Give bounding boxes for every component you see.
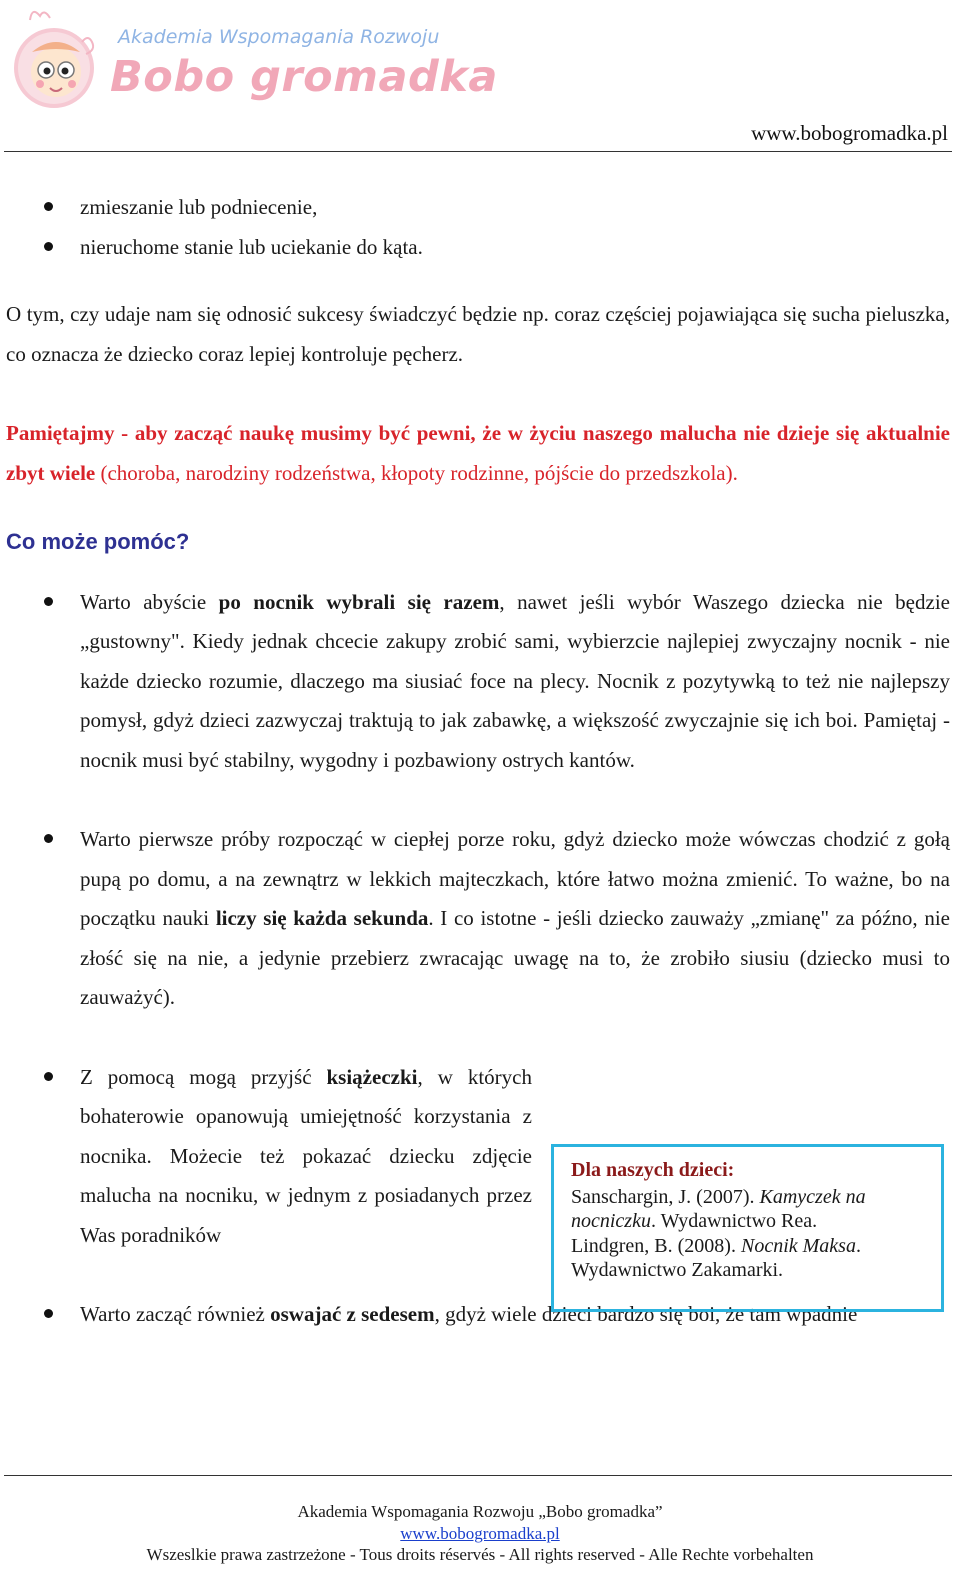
book-author: Lindgren, B. (2008). xyxy=(571,1234,741,1257)
tip-bold: oswajać z sedesem xyxy=(270,1302,435,1326)
footer-rights: Wszeslkie prawa zastrzeżone - Tous droits réservés - All rights reserved - Alle Rechte vorbehalten xyxy=(146,1545,814,1564)
tip-item xyxy=(6,1058,532,1256)
tip-text: , gdyż wiele dzieci bardzo się boi, że tam wpadnie xyxy=(434,1302,858,1326)
page-footer xyxy=(0,1501,960,1566)
list-item: nieruchome stanie lub uciekanie do kąta. xyxy=(6,228,950,268)
book-publisher: . Wydawnictwo Rea. xyxy=(650,1210,818,1232)
tip-text: Warto pierwsze próby rozpocząć w ciepłej porze roku, gdyż dziecko może wówczas chodzić z gołą pupą po domu, a na zewnątrz w lekkich majteczkach, które łatwo można zmienić. To ważne, bo na początku nauki xyxy=(80,827,950,930)
tip-text: . I co istotne - jeśli dziecko zauważy „zmianę" za późno, nie złość się na nie, a jedynie przebierz zwracając uwagę na to, że zrobiło siusiu (dziecko musi to zauważyć). xyxy=(80,906,950,1009)
tip-item xyxy=(6,583,950,781)
tip-bold: książeczki xyxy=(326,1064,418,1089)
footer-link[interactable]: www.bobogromadka.pl xyxy=(400,1523,560,1543)
section-heading: Co może pomóc? xyxy=(6,529,190,554)
page-header xyxy=(0,0,960,156)
book-title: Nocnik Maksa xyxy=(740,1234,856,1257)
symptoms-list xyxy=(6,188,950,267)
tip-text: Warto zacząć również xyxy=(80,1302,271,1326)
baby-face-icon xyxy=(12,6,104,118)
logo-title: Bobo gromadka xyxy=(110,52,498,102)
tip-text: , w których bohaterowie opanowują umiejętność korzystania z nocnika. Możecie też pokazać dziecku zdjęcie malucha na nocniku, w jednym z posiadanych przez Was poradników xyxy=(80,1064,532,1247)
success-paragraph: O tym, czy udaje nam się odnosić sukcesy świadczyć będzie np. coraz częściej pojawiająca się sucha pieluszka, co oznacza że dziecko coraz lepiej kontroluje pęcherz. xyxy=(6,302,950,366)
reminder-bold: Pamiętajmy - aby zacząć naukę musimy być pewni, że w życiu naszego malucha nie dzieje się aktualnie zbyt wiele xyxy=(6,421,950,485)
site-url: www.bobogromadka.pl xyxy=(751,121,948,145)
book-publisher: . Wydawnictwo Zakamarki. xyxy=(571,1234,861,1281)
tip-text: , nawet jeśli wybór Waszego dziecka nie będzie „gustowny". Kiedy jednak chcecie zakupy zrobić sami, wybierzcie najlepiej zwyczajny nocnik - nie każde dziecko rozumie, dlaczego ma siusiać foce na plecy. Nocnik z pozytywką to też nie najlepszy pomysł, gdyż dzieci zazwyczaj traktują to jak zabawkę, a większość zwyczajnie się ich boi. Pamiętaj - nocnik musi być stabilny, wygodny i pozbawiony ostrych kantów. xyxy=(80,589,950,772)
tip-bold: liczy się każda sekunda xyxy=(215,906,429,930)
book-title: Kamyczek na nocniczku xyxy=(571,1185,866,1232)
book-entry xyxy=(571,1234,927,1283)
tip-bold: po nocnik wybrali się razem xyxy=(218,589,500,614)
logo xyxy=(12,6,498,118)
list-item: zmieszanie lub podniecenie, xyxy=(6,188,950,228)
header-divider xyxy=(4,151,952,152)
tip-item xyxy=(6,820,950,1018)
book-author: Sanschargin, J. (2007). xyxy=(571,1185,760,1208)
footer-org: Akademia Wspomagania Rozwoju „Bobo gromadka” xyxy=(297,1502,663,1521)
books-title: Dla naszych dzieci: xyxy=(571,1159,735,1181)
logo-subtitle: Akademia Wspomagania Rozwoju xyxy=(118,26,440,48)
reminder-paragraph xyxy=(6,414,950,493)
footer-divider xyxy=(4,1475,952,1476)
reminder-normal: (choroba, narodziny rodzeństwa, kłopoty rodzinne, pójście do przedszkola). xyxy=(95,460,738,485)
books-recommendation-box xyxy=(551,1144,944,1312)
tip-text: Z pomocą mogą przyjść xyxy=(80,1064,327,1089)
book-entry xyxy=(571,1185,927,1234)
tip-text: Warto abyście xyxy=(80,589,219,614)
